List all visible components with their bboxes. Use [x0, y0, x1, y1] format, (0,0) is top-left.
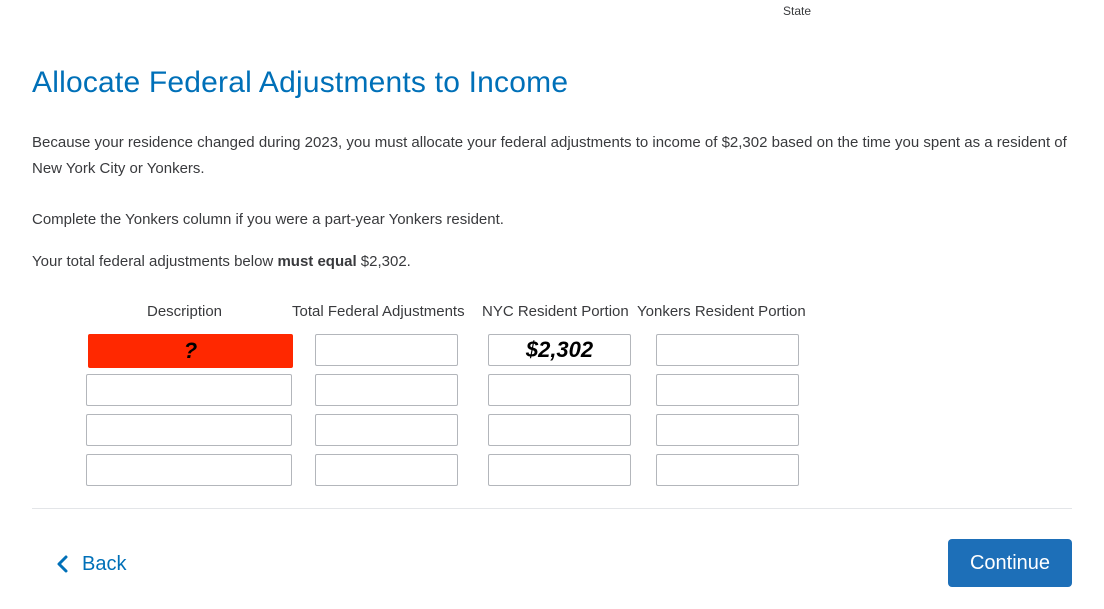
back-button-label: Back [82, 552, 127, 575]
continue-button[interactable]: Continue [948, 539, 1072, 587]
yonkers-input-row-1[interactable] [656, 334, 799, 366]
description-input-row-3[interactable] [86, 414, 292, 446]
column-header-description: Description [147, 303, 223, 320]
total-prefix: Your total federal adjustments below [32, 253, 278, 270]
nyc-input-row-1[interactable] [488, 334, 631, 366]
column-header-total: Total Federal Adjustments [292, 303, 465, 320]
description-input-row-1[interactable] [88, 334, 293, 368]
yonkers-input-row-4[interactable] [656, 454, 799, 486]
intro-text: Because your residence changed during 2023, you must allocate your federal adjustments to income of $2,302 based on the time you spent as a resident of New York City or Yonkers. [32, 134, 1067, 177]
back-button[interactable] [56, 546, 126, 582]
footer-divider [32, 508, 1072, 509]
state-header-label: State [783, 4, 812, 18]
total-input-row-3[interactable] [315, 414, 458, 446]
yonkers-input-row-2[interactable] [656, 374, 799, 406]
description-input-row-2[interactable] [86, 374, 292, 406]
total-suffix: $2,302. [356, 253, 411, 270]
total-input-row-4[interactable] [315, 454, 458, 486]
page-title: Allocate Federal Adjustments to Income [32, 66, 569, 99]
total-input-row-2[interactable] [315, 374, 458, 406]
nyc-input-row-4[interactable] [488, 454, 631, 486]
nyc-input-row-2[interactable] [488, 374, 631, 406]
column-header-nyc: NYC Resident Portion [482, 303, 629, 320]
yonkers-note: Complete the Yonkers column if you were a part-year Yonkers resident. [32, 211, 504, 228]
nyc-input-row-3[interactable] [488, 414, 631, 446]
total-bold: must equal [277, 253, 357, 270]
yonkers-input-row-3[interactable] [656, 414, 799, 446]
chevron-left-icon [56, 554, 82, 574]
total-input-row-1[interactable] [315, 334, 458, 366]
column-header-yonkers: Yonkers Resident Portion [637, 303, 806, 320]
total-requirement [32, 249, 411, 275]
description-input-row-4[interactable] [86, 454, 292, 486]
